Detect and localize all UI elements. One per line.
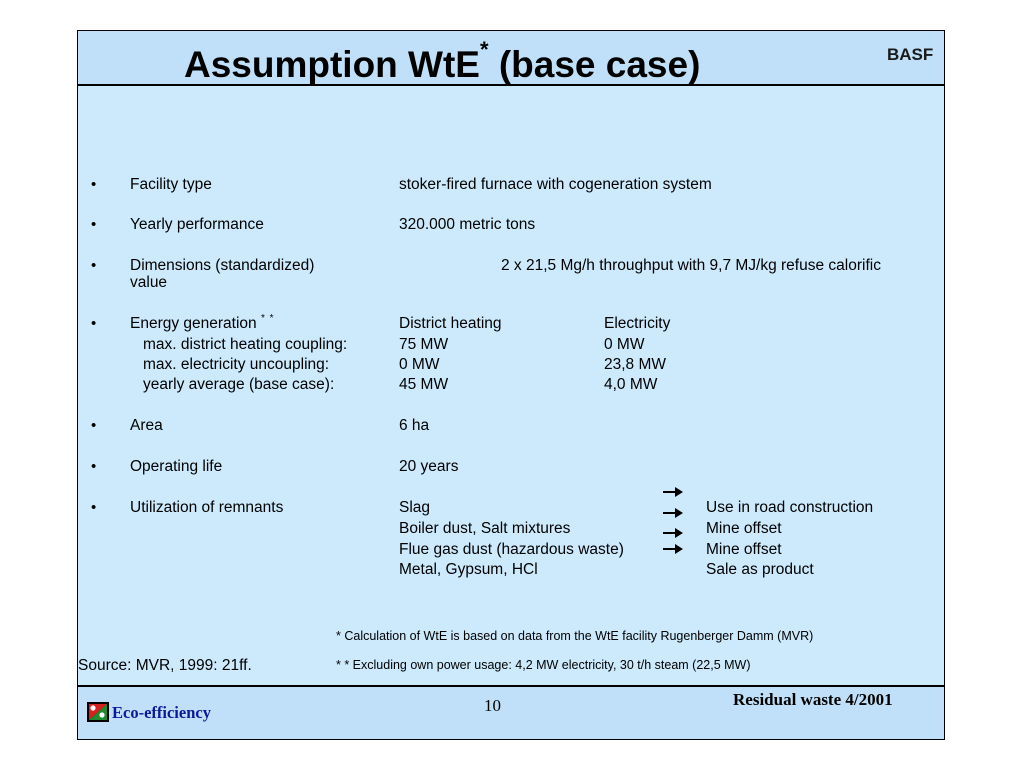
bullet: • — [91, 216, 97, 233]
dimensions-label: Dimensions (standardized) — [130, 257, 315, 274]
title-text: Assumption WtE — [184, 44, 480, 85]
performance-value: 320.000 metric tons — [399, 216, 536, 233]
page-title — [184, 37, 701, 86]
facility-value: stoker-fired furnace with cogeneration system — [399, 176, 712, 193]
right-arrow-icon — [663, 544, 683, 554]
bullet: • — [91, 417, 97, 434]
remnant-use: Use in road construction — [706, 499, 874, 516]
energy-row-heating: 45 MW — [399, 376, 449, 393]
source-citation: Source: MVR, 1999: 21ff. — [78, 657, 252, 674]
remnant-material: Boiler dust, Salt mixtures — [399, 520, 571, 537]
energy-heating-header: District heating — [399, 315, 502, 332]
operating-life-label: Operating life — [130, 458, 223, 475]
energy-row-label: max. district heating coupling: — [143, 336, 348, 353]
footnote-2: * * Excluding own power usage: 4,2 MW electricity, 30 t/h steam (22,5 MW) — [336, 658, 751, 672]
facility-label: Facility type — [130, 176, 212, 193]
area-value: 6 ha — [399, 417, 430, 434]
area-label: Area — [130, 417, 163, 434]
remnant-use: Sale as product — [706, 561, 814, 578]
right-arrow-icon — [663, 528, 683, 538]
title-suffix: (base case) — [498, 44, 701, 85]
energy-label-text: Energy generation — [130, 315, 257, 332]
remnant-material: Flue gas dust (hazardous waste) — [399, 541, 624, 558]
dimensions-value-continuation: value — [130, 274, 168, 291]
bullet: • — [91, 257, 97, 274]
energy-label — [130, 315, 275, 335]
energy-row-label: yearly average (base case): — [143, 376, 335, 393]
right-arrow-icon — [663, 508, 683, 518]
remnant-material: Slag — [399, 499, 431, 516]
footnote-1: * Calculation of WtE is based on data from the WtE facility Rugenberger Damm (MVR) — [336, 629, 814, 643]
right-arrow-icon — [663, 487, 683, 497]
energy-row-heating: 75 MW — [399, 336, 449, 353]
performance-label: Yearly performance — [130, 216, 264, 233]
footer-document-label: Residual waste 4/2001 — [733, 690, 893, 709]
energy-row-electricity: 23,8 MW — [604, 356, 667, 373]
page-number: 10 — [484, 696, 501, 715]
operating-life-value: 20 years — [399, 458, 459, 475]
remnant-use: Mine offset — [706, 541, 782, 558]
energy-row-electricity: 4,0 MW — [604, 376, 658, 393]
bullet: • — [91, 176, 97, 193]
eco-efficiency-label: Eco-efficiency — [112, 703, 211, 722]
energy-electricity-header: Electricity — [604, 315, 671, 332]
bullet: • — [91, 499, 97, 516]
bullet: • — [91, 458, 97, 475]
energy-row-electricity: 0 MW — [604, 336, 645, 353]
remnant-material: Metal, Gypsum, HCl — [399, 561, 538, 578]
title-footnote-marker: * — [479, 37, 489, 62]
eco-efficiency-logo-icon — [87, 702, 109, 722]
dimensions-value: 2 x 21,5 Mg/h throughput with 9,7 MJ/kg refuse calorific — [501, 257, 881, 274]
remnants-label: Utilization of remnants — [130, 499, 284, 516]
energy-row-heating: 0 MW — [399, 356, 440, 373]
energy-footnote-marker: * * — [260, 313, 275, 324]
bullet: • — [91, 315, 97, 332]
remnant-use: Mine offset — [706, 520, 782, 537]
energy-row-label: max. electricity uncoupling: — [143, 356, 330, 373]
brand-logo-text: BASF — [887, 45, 934, 64]
